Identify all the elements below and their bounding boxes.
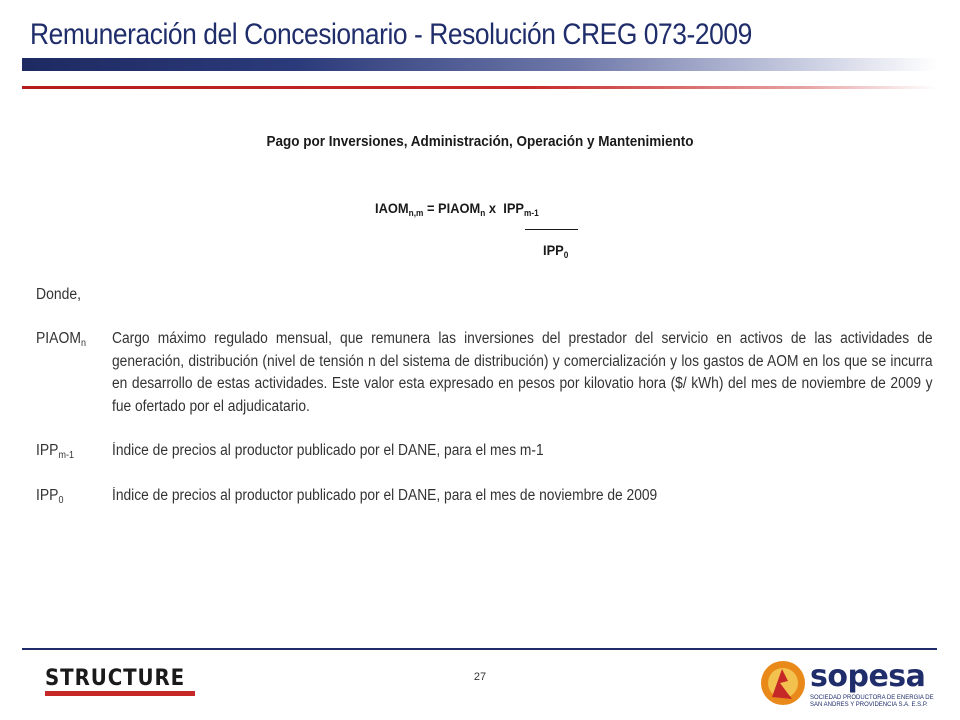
definition-term-piaom [36,330,86,349]
page-number: 27 [473,671,487,683]
sopesa-emblem-icon [758,657,808,709]
definition-term-ipp-m1 [36,442,74,461]
title-red-rule [22,86,937,89]
formula-denominator [543,242,568,260]
structure-logo [45,666,195,694]
structure-logo-strip [45,691,195,696]
sopesa-logo-tagline: SOCIEDAD PRODUCTORA DE ENERGIA DE SAN ANDRES Y PROVIDENCIA S.A. E.S.P. [810,695,934,708]
slide-subtitle: Pago por Inversiones, Administración, Operación y Mantenimiento [266,133,694,150]
term-subscript: 0 [58,495,64,506]
term-subscript: n [80,338,86,349]
term-subscript: m-1 [58,450,74,461]
definition-text-ipp-m1: Índice de precios al productor publicado por el DANE, para el mes m-1 [112,442,544,459]
definition-text-ipp-0: Índice de precios al productor publicado por el DANE, para el mes de noviembre de 2009 [112,487,658,504]
formula-lhs-sub: n,m [408,208,424,218]
term-label: IPP [36,442,59,459]
formula-times: x IPP [485,200,525,216]
formula-ipp-num-sub: m-1 [524,208,539,218]
formula-eq: = PIAOM [423,200,481,216]
formula-den: IPP [543,242,564,258]
slide-title: Remuneración del Concesionario - Resolución CREG 073-2009 [30,18,752,51]
term-label: PIAOM [36,330,81,347]
footer-rule [22,648,937,650]
definition-term-ipp-0 [36,487,63,506]
formula-fraction-line [525,229,578,230]
formula-piaom-sub: n [480,208,486,218]
definition-text-piaom: Cargo máximo regulado mensual, que remunera las inversiones del prestador del servicio en activos de las actividades de generación, distribución (nivel de tensión n del sistema de distribución) y comercialización y los gastos de AOM en los que se incurra en desarrollo de estas actividades. Este valor esta expresado en pesos por kilovatio hora ($/ kWh) del mes de noviembre de 2009 y fue ofertado por el adjudicatario. [112,330,933,415]
title-gradient-bar [22,58,937,71]
structure-logo-text: STRUCTURE [45,666,186,691]
term-label: IPP [36,487,59,504]
sopesa-logo [758,655,938,711]
formula-den-sub: 0 [563,250,569,260]
sopesa-logo-text: sopesa [810,659,926,694]
formula-numerator-line [375,200,539,218]
definitions-intro: Donde, [36,286,81,303]
formula-lhs: IAOM [375,200,409,216]
